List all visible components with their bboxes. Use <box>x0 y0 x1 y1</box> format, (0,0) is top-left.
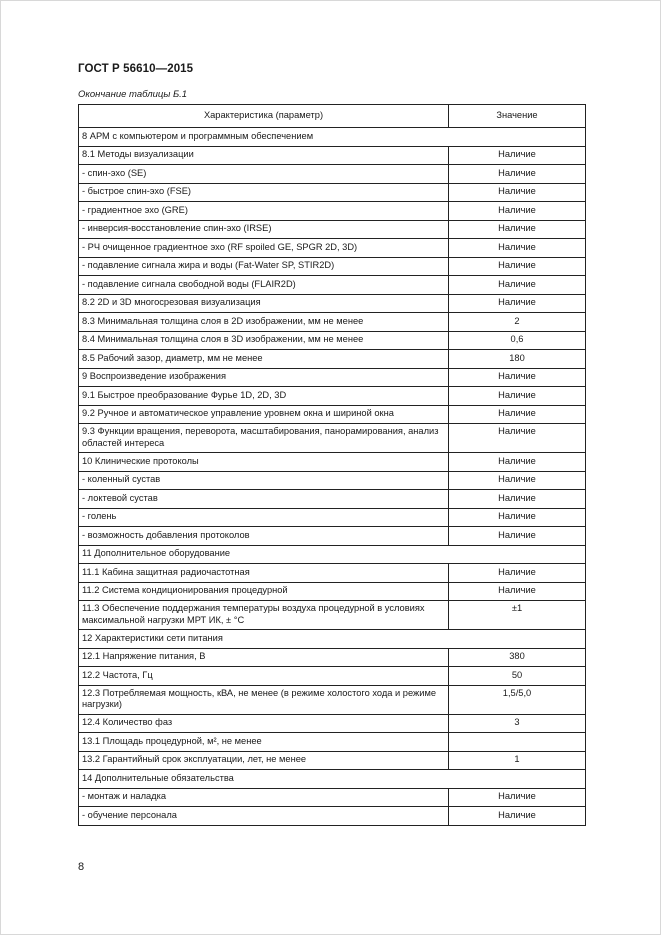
parameter-cell: 11.3 Обеспечение поддержания температуры воздуха процедурной в условиях максимальной нагрузки МРТ ИК, ± °С <box>79 601 449 630</box>
table-row <box>79 146 586 165</box>
parameter-cell: 8.1 Методы визуализации <box>79 146 449 165</box>
table-row <box>79 239 586 258</box>
parameter-cell: - подавление сигнала жира и воды (Fat-Water SP, STIR2D) <box>79 257 449 276</box>
table-row <box>79 508 586 527</box>
parameter-cell: 9.1 Быстрое преобразование Фурье 1D, 2D, 3D <box>79 387 449 406</box>
parameter-cell: - быстрое спин-эхо (FSE) <box>79 183 449 202</box>
parameter-cell: - локтевой сустав <box>79 490 449 509</box>
value-cell: Наличие <box>449 807 586 826</box>
parameter-cell: - инверсия-восстановление спин-эхо (IRSE) <box>79 220 449 239</box>
table-row <box>79 471 586 490</box>
parameter-cell: 12.3 Потребляемая мощность, кВА, не менее (в режиме холостого хода и режиме нагрузки) <box>79 685 449 714</box>
table-row <box>79 527 586 546</box>
value-cell: Наличие <box>449 453 586 472</box>
parameter-cell: 10 Клинические протоколы <box>79 453 449 472</box>
table-row <box>79 788 586 807</box>
parameter-cell: - градиентное эхо (GRE) <box>79 202 449 221</box>
parameter-cell: - монтаж и наладка <box>79 788 449 807</box>
table-header-row <box>79 105 586 128</box>
value-cell: ±1 <box>449 601 586 630</box>
value-cell: Наличие <box>449 202 586 221</box>
parameter-cell: 9 Воспроизведение изображения <box>79 368 449 387</box>
value-cell <box>449 733 586 752</box>
table-row <box>79 424 586 453</box>
section-heading-cell: 8 АРМ с компьютером и программным обеспечением <box>79 128 586 147</box>
table-row <box>79 807 586 826</box>
parameter-cell: - голень <box>79 508 449 527</box>
section-heading-cell: 12 Характеристики сети питания <box>79 630 586 649</box>
column-header-parameter: Характеристика (параметр) <box>79 105 449 128</box>
column-header-value: Значение <box>449 105 586 128</box>
value-cell: 1 <box>449 751 586 770</box>
table-row <box>79 453 586 472</box>
value-cell: Наличие <box>449 387 586 406</box>
value-cell: Наличие <box>449 527 586 546</box>
value-cell: Наличие <box>449 257 586 276</box>
table-row <box>79 714 586 733</box>
value-cell: Наличие <box>449 368 586 387</box>
parameter-cell: - спин-эхо (SE) <box>79 165 449 184</box>
table-section-row <box>79 545 586 564</box>
value-cell: Наличие <box>449 490 586 509</box>
table-row <box>79 313 586 332</box>
table-row <box>79 405 586 424</box>
table-row <box>79 350 586 369</box>
table-row <box>79 582 586 601</box>
section-heading-cell: 14 Дополнительные обязательства <box>79 770 586 789</box>
value-cell: Наличие <box>449 788 586 807</box>
parameter-cell: 12.1 Напряжение питания, В <box>79 648 449 667</box>
parameter-cell: 9.2 Ручное и автоматическое управление уровнем окна и шириной окна <box>79 405 449 424</box>
table-row <box>79 685 586 714</box>
value-cell: 50 <box>449 667 586 686</box>
value-cell: Наличие <box>449 276 586 295</box>
parameter-cell: 8.4 Минимальная толщина слоя в 3D изображении, мм не менее <box>79 331 449 350</box>
table-row <box>79 733 586 752</box>
table-row <box>79 564 586 583</box>
table-row <box>79 368 586 387</box>
table-row <box>79 220 586 239</box>
value-cell: Наличие <box>449 146 586 165</box>
parameter-cell: 12.4 Количество фаз <box>79 714 449 733</box>
parameter-cell: 9.3 Функции вращения, переворота, масштабирования, панорамирования, анализ областей интереса <box>79 424 449 453</box>
parameter-cell: 13.1 Площадь процедурной, м², не менее <box>79 733 449 752</box>
table-section-row <box>79 630 586 649</box>
table-row <box>79 165 586 184</box>
section-heading-cell: 11 Дополнительное оборудование <box>79 545 586 564</box>
value-cell: Наличие <box>449 405 586 424</box>
value-cell: 0,6 <box>449 331 586 350</box>
table-row <box>79 648 586 667</box>
table-row <box>79 183 586 202</box>
value-cell: Наличие <box>449 424 586 453</box>
table-row <box>79 257 586 276</box>
table-row <box>79 667 586 686</box>
table-row <box>79 490 586 509</box>
parameter-cell: 11.2 Система кондиционирования процедурной <box>79 582 449 601</box>
table-row <box>79 294 586 313</box>
value-cell: Наличие <box>449 564 586 583</box>
value-cell: 380 <box>449 648 586 667</box>
value-cell: Наличие <box>449 508 586 527</box>
parameter-cell: - подавление сигнала свободной воды (FLAIR2D) <box>79 276 449 295</box>
table-row <box>79 202 586 221</box>
parameter-cell: 12.2 Частота, Гц <box>79 667 449 686</box>
parameter-cell: 8.3 Минимальная толщина слоя в 2D изображении, мм не менее <box>79 313 449 332</box>
value-cell: Наличие <box>449 239 586 258</box>
parameter-cell: - РЧ очищенное градиентное эхо (RF spoiled GE, SPGR 2D, 3D) <box>79 239 449 258</box>
table-row <box>79 601 586 630</box>
table-section-row <box>79 770 586 789</box>
value-cell: 180 <box>449 350 586 369</box>
value-cell: 1,5/5,0 <box>449 685 586 714</box>
parameter-cell: 13.2 Гарантийный срок эксплуатации, лет, не менее <box>79 751 449 770</box>
value-cell: Наличие <box>449 220 586 239</box>
table-caption: Окончание таблицы Б.1 <box>78 89 188 100</box>
parameter-cell: - коленный сустав <box>79 471 449 490</box>
parameter-cell: - возможность добавления протоколов <box>79 527 449 546</box>
page-number: 8 <box>78 861 85 873</box>
parameter-cell: 8.5 Рабочий зазор, диаметр, мм не менее <box>79 350 449 369</box>
table-row <box>79 276 586 295</box>
value-cell: Наличие <box>449 165 586 184</box>
value-cell: 2 <box>449 313 586 332</box>
parameter-cell: - обучение персонала <box>79 807 449 826</box>
table-row <box>79 751 586 770</box>
value-cell: Наличие <box>449 183 586 202</box>
value-cell: Наличие <box>449 471 586 490</box>
parameter-cell: 8.2 2D и 3D многосрезовая визуализация <box>79 294 449 313</box>
table-row <box>79 387 586 406</box>
table-section-row <box>79 128 586 147</box>
specification-table <box>78 104 586 826</box>
parameter-cell: 11.1 Кабина защитная радиочастотная <box>79 564 449 583</box>
value-cell: Наличие <box>449 582 586 601</box>
value-cell: 3 <box>449 714 586 733</box>
table-row <box>79 331 586 350</box>
document-title: ГОСТ Р 56610—2015 <box>78 63 194 75</box>
value-cell: Наличие <box>449 294 586 313</box>
